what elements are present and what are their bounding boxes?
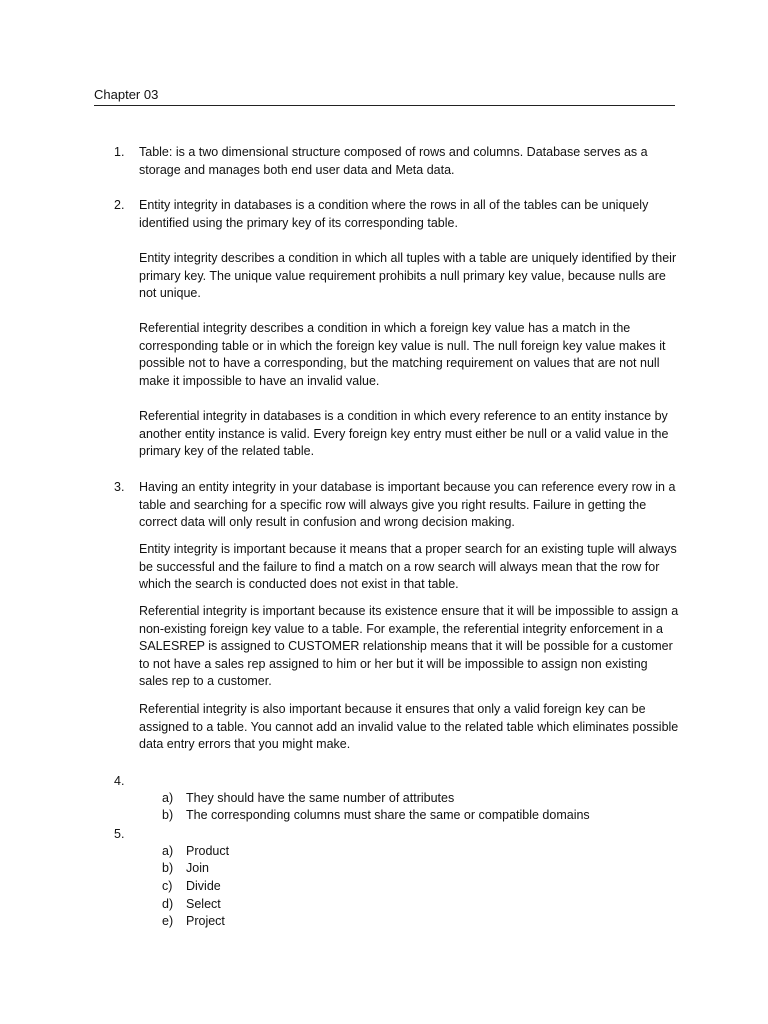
paragraph: Referential integrity is also important because it ensures that only a valid foreign key can be assigned to a table. You cannot add an invalid value to the related table which eliminates possible data entry errors that you might make. [139, 702, 679, 752]
paragraph: Entity integrity describes a condition in which all tuples with a table are uniquely identified by their primary key. The unique value requirement prohibits a null primary key value, because nulls are not unique. [139, 251, 677, 301]
sub-item-text: Product [186, 844, 230, 858]
sub-item-letter: a) [162, 844, 174, 858]
sub-item-letter: d) [162, 897, 174, 911]
paragraph: Referential integrity describes a condition in which a foreign key value has a match in the corresponding table or in which the foreign key value is null. The null foreign key value makes it possible not to have a corresponding, but the matching requirement on values that are not null make it impossible to have an invalid value. [139, 321, 666, 388]
page-header [94, 87, 675, 106]
sub-item-text: Select [186, 897, 221, 911]
sub-item-letter: c) [162, 879, 173, 893]
item-number: 4. [114, 774, 125, 788]
sub-item-text: Join [186, 861, 209, 875]
sub-item-letter: b) [162, 808, 174, 822]
sub-item-text: Project [186, 914, 225, 928]
sub-item-text: The corresponding columns must share the same or compatible domains [186, 808, 590, 822]
paragraph: Table: is a two dimensional structure composed of rows and columns. Database serves as a storage and manages both end user data and Meta data. [139, 145, 648, 177]
paragraph: Having an entity integrity in your database is important because you can reference every row in a table and searching for a specific row will always give you right results. Failure in getting the correct data will only result in confusion and wrong decision making. [139, 480, 676, 530]
paragraph: Entity integrity in databases is a condition where the rows in all of the tables can be uniquely identified using the primary key of its corresponding table. [139, 198, 649, 230]
sub-item-letter: b) [162, 861, 174, 875]
sub-item-text: Divide [186, 879, 221, 893]
item-number: 2. [114, 198, 125, 212]
sub-item-text: They should have the same number of attributes [186, 791, 455, 805]
sub-item-letter: e) [162, 914, 174, 928]
item-number: 1. [114, 145, 125, 159]
item-number: 5. [114, 827, 125, 841]
sub-item-letter: a) [162, 791, 174, 805]
paragraph: Referential integrity is important because its existence ensure that it will be impossible to assign a non-existing foreign key value to a table. For example, the referential integrity enforcement in a SALESREP is assigned to CUSTOMER relationship means that it will be possible for a customer to not have a sales rep assigned to him or her but it will be impossible to assign non existing sales rep to a customer. [139, 604, 679, 689]
item-number: 3. [114, 480, 125, 494]
paragraph: Referential integrity in databases is a condition in which every reference to an entity instance by another entity instance is valid. Every foreign key entry must either be null or a valid value in the primary key of the related table. [139, 409, 669, 459]
chapter-title: Chapter 03 [94, 87, 159, 102]
paragraph: Entity integrity is important because it means that a proper search for an existing tuple will always be successful and the failure to find a match on a row search will always mean that the row for which the search is conducted does not exist in that table. [139, 542, 677, 592]
